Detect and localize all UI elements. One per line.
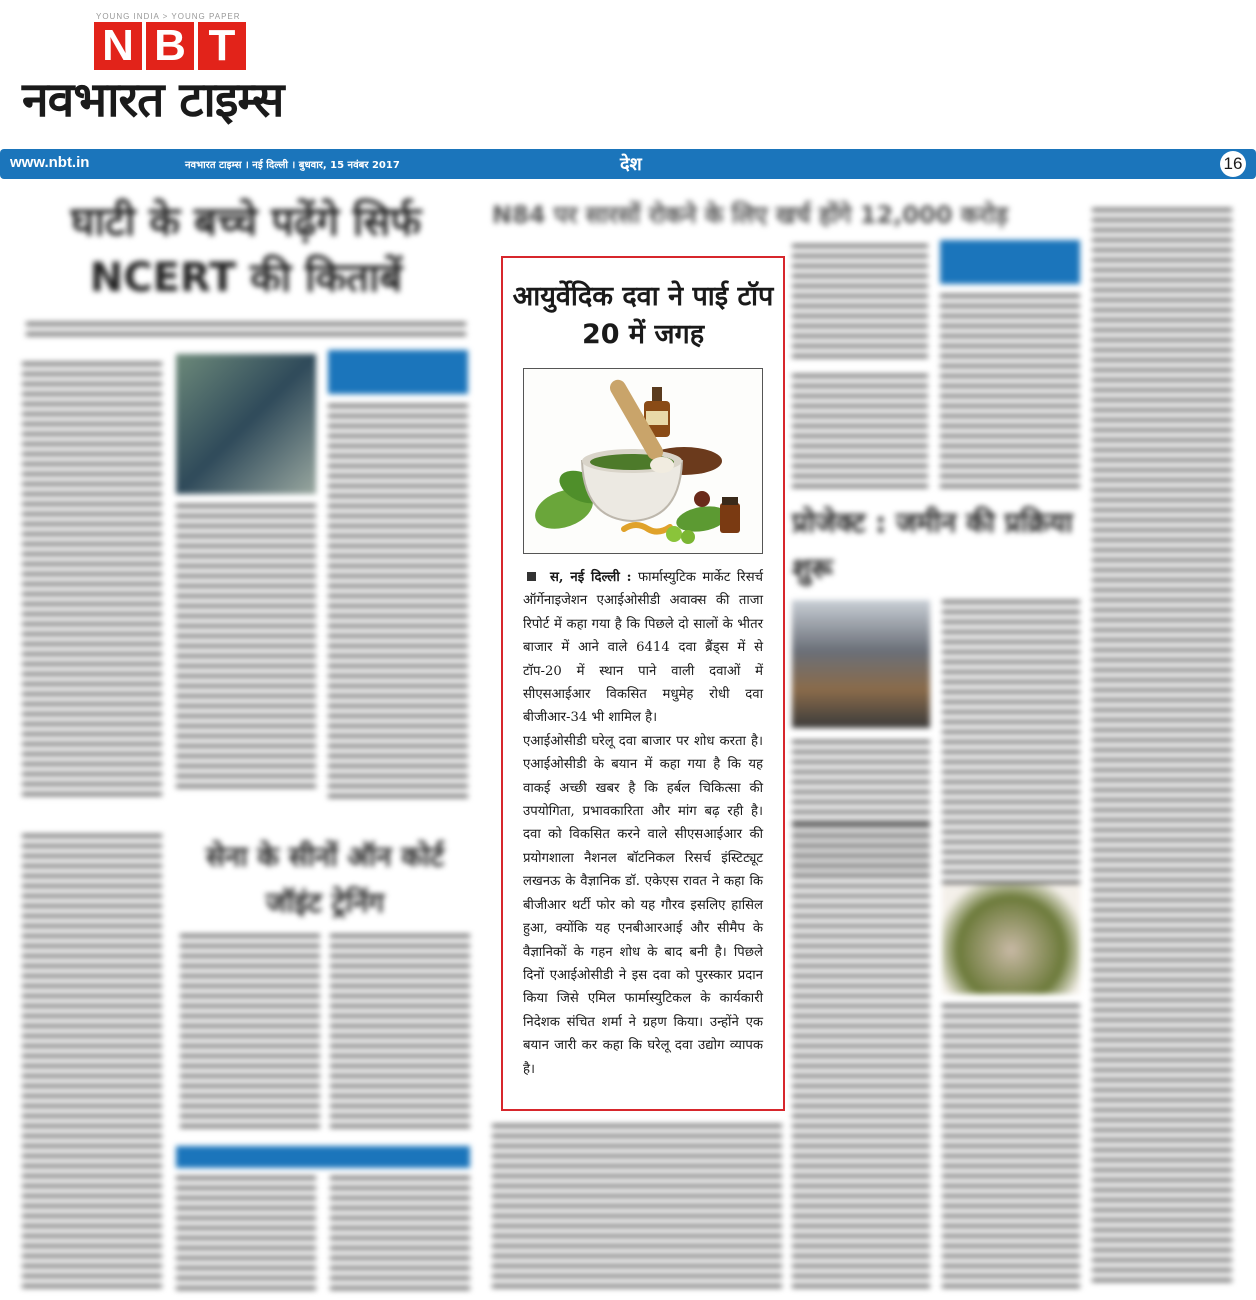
bg-column: [792, 824, 930, 1294]
bg-photo-train: [792, 600, 930, 728]
masthead-tagline: YOUNG INDIA > YOUNG PAPER: [96, 12, 241, 21]
bg-headline-mid-right: प्रोजेक्ट : जमीन की प्रक्रिया शुरू: [792, 506, 1073, 585]
bg-bluebox: [328, 350, 468, 394]
page-info-strip: [0, 149, 1256, 179]
bg-photo-soldiers: [176, 354, 316, 494]
bg-headline-bottom-left: सेना के सीनों ऑन कोर्ट जॉइंट ट्रेनिंग: [205, 840, 445, 919]
bg-headline-top: N84 पर सारसों रोकने के लिए खर्च होंगे 12,000 करोड़: [492, 201, 1009, 229]
section-name: देश: [620, 154, 642, 175]
article-paragraph-1: [523, 566, 763, 730]
logo-letter-b: B: [146, 22, 194, 70]
article-paragraph-1-text: फार्मास्युटिक मार्केट रिसर्च ऑर्गेनाइजेशन एआईओसीडी अवाक्स की ताजा रिपोर्ट में कहा गया है कि पिछले दो सालों के भीतर बाजार में आने वाले 6414 दवा ब्रैंड्स में से टॉप-20 में स्थान पाने वाली दवाओं में सीएसआईआर विकसित मधुमेह रोधी दवा बीजीआर-34 भी शामिल है।: [523, 570, 763, 726]
logo-letter-t: T: [198, 22, 246, 70]
logo-letter-n: N: [94, 22, 142, 70]
bg-bluebox: [940, 240, 1080, 284]
bg-column: [330, 1176, 470, 1296]
paper-name: नवभारत टाइम्स: [22, 72, 284, 128]
bg-column: [942, 600, 1080, 900]
bg-column: [328, 404, 468, 804]
highlighted-article: [501, 256, 785, 1111]
bg-column: [22, 834, 162, 1294]
page-number: 16: [1220, 151, 1246, 177]
article-body: [523, 566, 763, 1081]
article-image: [523, 368, 763, 554]
bg-column: [176, 1176, 316, 1296]
bg-subline-left: [26, 322, 466, 336]
bg-column: [330, 934, 470, 1134]
bg-column: [1092, 208, 1232, 1288]
bg-bluebox: [176, 1146, 470, 1168]
bg-column: [22, 362, 162, 802]
bg-column: [176, 504, 316, 794]
mortar-pestle-herbs-icon: [524, 369, 762, 553]
bg-photo-herbs: [942, 884, 1080, 994]
masthead: [0, 0, 1256, 148]
article-paragraph-2: एआईओसीडी घरेलू दवा बाजार पर शोध करता है। एआईओसीडी के बयान में कहा गया है कि यह वाकई अच्छी खबर है कि हर्बल चिकित्सा की उपयोगिता, प्रभावकारिता और मांग बढ़ रही है। दवा को विकसित करने वाले सीएसआईआर की प्रयोगशाला नैशनल बॉटनिकल रिसर्च इंस्टिट्यूट लखनऊ के वैज्ञानिक डॉ. एकेएस रावत ने कहा कि बीजीआर थर्टी फोर को यह गौरव इसलिए हासिल हुआ, क्योंकि यह एनबीआरआई और सीमैप के वैज्ञानिकों के गहन शोध के बाद बनी है। पिछले दिनों एआईओसीडी ने इस दवा को पुरस्कार प्रदान किया जिसे एमिल फार्मास्युटिकल के कार्यकारी निदेशक संचित शर्मा ने ग्रहण किया। उन्होंने एक बयान जारी कर कहा कि घरेलू दवा उद्योग व्यापक है।: [523, 733, 763, 1077]
bg-column: [492, 1124, 782, 1294]
bg-column: [792, 374, 928, 494]
bg-column: [940, 294, 1080, 494]
article-dateline: स, नई दिल्ली :: [550, 570, 632, 585]
nbt-logo: [94, 22, 246, 70]
bg-column: [792, 244, 928, 364]
bullet-icon: [527, 572, 536, 581]
bg-column: [942, 1004, 1080, 1294]
bg-headline-left: घाटी के बच्चे पढ़ेंगे सिर्फ NCERT की किताबें: [70, 199, 422, 301]
site-url[interactable]: www.nbt.in: [10, 154, 90, 171]
article-title: आयुर्वेदिक दवा ने पाई टॉप 20 में जगह: [512, 281, 774, 350]
dateline: नवभारत टाइम्स । नई दिल्ली । बुधवार, 15 नवंबर 2017: [185, 160, 400, 171]
bg-column: [180, 934, 320, 1134]
